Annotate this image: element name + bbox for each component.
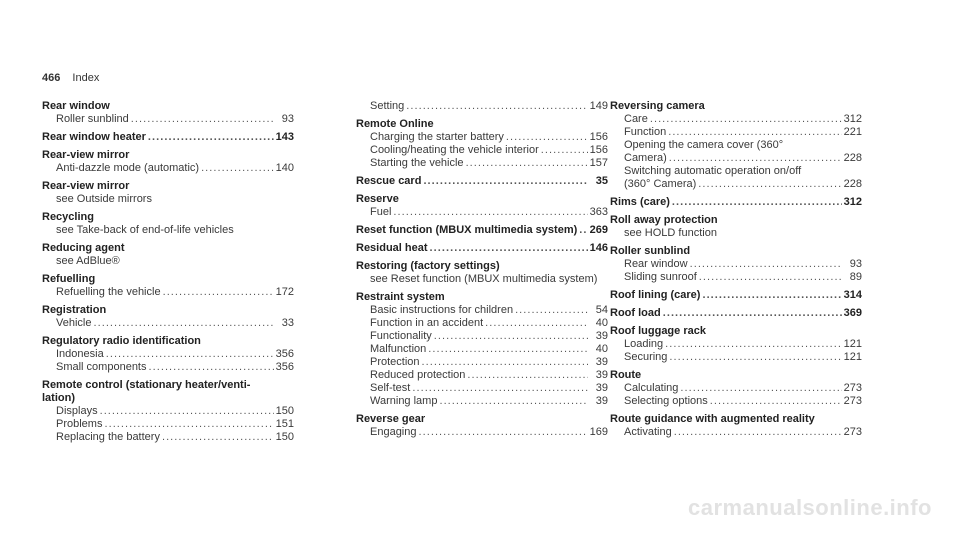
entry-text: Rear window (42, 100, 110, 112)
dot-leader (100, 405, 274, 418)
index-heading[interactable] (42, 242, 294, 255)
page-ref: 273 (843, 382, 862, 394)
entry-text: Registration (42, 304, 107, 316)
index-heading[interactable] (610, 100, 862, 113)
index-entry (42, 131, 294, 144)
entry-text: Roll away protection (610, 214, 718, 226)
index-column-1 (42, 100, 294, 449)
index-entry (356, 100, 608, 113)
entry-text: Anti-dazzle mode (automatic) (56, 162, 200, 174)
dot-leader (148, 131, 274, 144)
page-ref: 146 (589, 242, 608, 254)
dot-leader (702, 289, 841, 302)
index-entry (42, 304, 294, 330)
entry-text: Route guidance with augmented reality (610, 413, 815, 425)
entry-text: Roof load (610, 307, 661, 319)
page-ref: 40 (595, 343, 608, 355)
entry-text: Function in an accident (370, 317, 484, 329)
page-ref: 93 (849, 258, 862, 270)
dot-leader (674, 426, 842, 439)
entry-text: Small components (56, 361, 147, 373)
page-ref: 39 (595, 330, 608, 342)
page-number: 466 (42, 72, 61, 84)
dot-leader (699, 271, 842, 284)
page-ref: 89 (849, 271, 862, 283)
page-ref: 54 (595, 304, 608, 316)
dot-leader (423, 175, 588, 188)
entry-text: Function (624, 126, 667, 138)
index-entry (42, 149, 294, 175)
index-subentry[interactable] (610, 165, 862, 178)
index-entry (610, 196, 862, 209)
entry-text: Fuel (370, 206, 392, 218)
index-entry (356, 291, 608, 408)
dot-leader (515, 304, 588, 317)
page-ref: 35 (595, 175, 608, 187)
entry-text: Functionality (370, 330, 432, 342)
index-heading[interactable] (610, 307, 862, 320)
entry-text: Cooling/heating the vehicle interior (370, 144, 539, 156)
entry-text: Recycling (42, 211, 94, 223)
index-heading[interactable] (42, 180, 294, 193)
dot-leader (439, 395, 588, 408)
entry-text: Securing (624, 351, 668, 363)
index-column-2 (356, 100, 608, 444)
entry-text: Rear window (624, 258, 688, 270)
index-subentry[interactable] (356, 131, 608, 144)
dot-leader (412, 382, 588, 395)
page-ref: 312 (843, 113, 862, 125)
entry-text: Residual heat (356, 242, 428, 254)
index-entry (42, 100, 294, 126)
page-ref: 157 (589, 157, 608, 169)
entry-text: Engaging (370, 426, 417, 438)
entry-text: Route (610, 369, 642, 381)
dot-leader (672, 196, 842, 209)
index-subentry[interactable] (42, 224, 294, 237)
index-subentry[interactable] (42, 361, 294, 374)
dot-leader (669, 351, 841, 364)
page-header (42, 72, 99, 84)
entry-text: Vehicle (56, 317, 92, 329)
dot-leader (93, 317, 274, 330)
index-heading[interactable] (610, 369, 862, 382)
page-ref: 273 (843, 395, 862, 407)
entry-text: (360° Camera) (624, 178, 697, 190)
dot-leader (201, 162, 274, 175)
index-heading[interactable] (42, 100, 294, 113)
index-heading[interactable] (610, 214, 862, 227)
entry-text: Reserve (356, 193, 399, 205)
entry-text: Rear-view mirror (42, 180, 130, 192)
index-subentry[interactable] (610, 139, 862, 152)
index-subentry[interactable] (356, 382, 608, 395)
dot-leader (485, 317, 588, 330)
dot-leader (668, 126, 841, 139)
index-subentry[interactable] (42, 162, 294, 175)
index-entry (610, 214, 862, 240)
entry-text: Warning lamp (370, 395, 438, 407)
page-ref: 156 (589, 131, 608, 143)
page-ref: 39 (595, 369, 608, 381)
entry-text: lation) (42, 392, 75, 404)
entry-text: Refuelling the vehicle (56, 286, 161, 298)
index-subentry[interactable] (610, 178, 862, 191)
entry-text: Problems (56, 418, 103, 430)
index-entry (356, 260, 608, 286)
entry-text: Rear-view mirror (42, 149, 130, 161)
index-subentry[interactable] (610, 338, 862, 351)
index-heading[interactable] (42, 335, 294, 348)
index-entry (356, 242, 608, 255)
index-entry (356, 175, 608, 188)
dot-leader (690, 258, 842, 271)
page-ref: 221 (843, 126, 862, 138)
entry-text: Restoring (factory settings) (356, 260, 500, 272)
index-subentry[interactable] (610, 382, 862, 395)
page-ref: 356 (275, 348, 294, 360)
entry-text: see Outside mirrors (56, 193, 152, 205)
dot-leader (430, 242, 588, 255)
entry-text: Rescue card (356, 175, 422, 187)
index-heading[interactable] (42, 149, 294, 162)
entry-text: Charging the starter battery (370, 131, 504, 143)
entry-text: Reversing camera (610, 100, 705, 112)
index-subentry[interactable] (356, 369, 608, 382)
entry-text: Indonesia (56, 348, 104, 360)
entry-text: Remote control (stationary heater/venti- (42, 379, 251, 391)
page-ref: 140 (275, 162, 294, 174)
index-heading[interactable] (42, 304, 294, 317)
index-column-3 (610, 100, 862, 444)
entry-text: Refuelling (42, 273, 96, 285)
entry-text: Setting (370, 100, 405, 112)
dot-leader (163, 286, 274, 299)
entry-text: Activating (624, 426, 672, 438)
index-heading[interactable] (356, 291, 608, 304)
page-ref: 39 (595, 395, 608, 407)
index-heading[interactable] (42, 273, 294, 286)
entry-text: Sliding sunroof (624, 271, 697, 283)
entry-text: see Reset function (MBUX multimedia system) (370, 273, 598, 285)
page-ref: 121 (843, 351, 862, 363)
entry-text: Roller sunblind (56, 113, 129, 125)
dot-leader (698, 178, 841, 191)
index-heading[interactable] (610, 245, 862, 258)
entry-text: Roof lining (care) (610, 289, 701, 301)
index-subentry[interactable] (356, 426, 608, 439)
index-entry (42, 180, 294, 206)
entry-text: Basic instructions for children (370, 304, 514, 316)
index-subentry[interactable] (42, 255, 294, 268)
index-entry (42, 273, 294, 299)
page-ref: 151 (275, 418, 294, 430)
entry-text: Starting the vehicle (370, 157, 464, 169)
dot-leader (422, 356, 588, 369)
page-ref: 356 (275, 361, 294, 373)
index-entry (610, 413, 862, 439)
dot-leader (665, 338, 841, 351)
dot-leader (406, 100, 587, 113)
index-heading[interactable] (356, 193, 608, 206)
index-subentry[interactable] (356, 317, 608, 330)
entry-text: Displays (56, 405, 98, 417)
entry-text: Care (624, 113, 648, 125)
index-heading[interactable] (610, 413, 862, 426)
index-heading[interactable] (42, 211, 294, 224)
entry-text: Selecting options (624, 395, 708, 407)
index-entry (610, 289, 862, 302)
index-subentry[interactable] (610, 426, 862, 439)
entry-text: Opening the camera cover (360° (624, 139, 784, 151)
index-subentry[interactable] (610, 152, 862, 165)
index-subentry[interactable] (610, 271, 862, 284)
dot-leader (104, 418, 273, 431)
page-ref: 121 (843, 338, 862, 350)
entry-text: Roof luggage rack (610, 325, 706, 337)
watermark: carmanualsonline.info (688, 495, 932, 520)
dot-leader (419, 426, 588, 439)
index-heading[interactable] (42, 392, 294, 405)
entry-text: Reduced protection (370, 369, 466, 381)
index-subentry[interactable] (356, 304, 608, 317)
page-ref: 312 (843, 196, 862, 208)
index-heading[interactable] (610, 289, 862, 302)
index-entry (610, 307, 862, 320)
entry-text: Malfunction (370, 343, 427, 355)
page-ref: 156 (589, 144, 608, 156)
entry-text: Protection (370, 356, 420, 368)
page-ref: 33 (281, 317, 294, 329)
index-subentry[interactable] (356, 206, 608, 219)
index-subentry[interactable] (610, 351, 862, 364)
index-heading[interactable] (42, 379, 294, 392)
page-ref: 314 (843, 289, 862, 301)
dot-leader (669, 152, 842, 165)
dot-leader (428, 343, 588, 356)
entry-text: Reset function (MBUX multimedia system) (356, 224, 578, 236)
entry-text: Switching automatic operation on/off (624, 165, 802, 177)
index-subentry[interactable] (356, 356, 608, 369)
page-ref: 150 (275, 405, 294, 417)
dot-leader (393, 206, 587, 219)
dot-leader (467, 369, 588, 382)
index-entry (610, 325, 862, 364)
index-subentry[interactable] (42, 418, 294, 431)
dot-leader (680, 382, 841, 395)
page-ref: 228 (843, 178, 862, 190)
entry-text: Reducing agent (42, 242, 125, 254)
index-heading[interactable] (610, 196, 862, 209)
index-subentry[interactable] (42, 113, 294, 126)
index-entry (610, 245, 862, 284)
page-ref: 273 (843, 426, 862, 438)
index-entry (356, 413, 608, 439)
dot-leader (506, 131, 588, 144)
dot-leader (710, 395, 842, 408)
index-subentry[interactable] (42, 193, 294, 206)
page-ref: 39 (595, 356, 608, 368)
entry-text: Restraint system (356, 291, 445, 303)
entry-text: Remote Online (356, 118, 434, 130)
entry-text: Roller sunblind (610, 245, 691, 257)
index-subentry[interactable] (42, 317, 294, 330)
index-subentry[interactable] (356, 343, 608, 356)
index-heading[interactable] (356, 413, 608, 426)
section-title: Index (72, 72, 100, 84)
index-entry (356, 193, 608, 219)
index-heading[interactable] (356, 242, 608, 255)
page-ref: 228 (843, 152, 862, 164)
dot-leader (162, 431, 274, 444)
index-entry (42, 379, 294, 444)
index-entry (356, 224, 608, 237)
index-subentry[interactable] (356, 330, 608, 343)
index-entry (356, 118, 608, 170)
index-subentry[interactable] (42, 286, 294, 299)
index-heading[interactable] (610, 325, 862, 338)
page-ref: 363 (589, 206, 608, 218)
index-entry (610, 369, 862, 408)
entry-text: Replacing the battery (56, 431, 160, 443)
index-heading[interactable] (356, 175, 608, 188)
index-heading[interactable] (356, 118, 608, 131)
dot-leader (131, 113, 274, 126)
index-subentry[interactable] (42, 405, 294, 418)
dot-leader (579, 224, 587, 237)
entry-text: Regulatory radio identification (42, 335, 201, 347)
entry-text: Rims (care) (610, 196, 670, 208)
page-ref: 172 (275, 286, 294, 298)
index-subentry[interactable] (610, 126, 862, 139)
index-subentry[interactable] (356, 273, 608, 286)
dot-leader (106, 348, 274, 361)
dot-leader (541, 144, 588, 157)
page-ref: 369 (843, 307, 862, 319)
entry-text: see Take-back of end-of-life vehicles (56, 224, 234, 236)
entry-text: Camera) (624, 152, 667, 164)
index-heading[interactable] (356, 224, 608, 237)
index-entry (42, 242, 294, 268)
entry-text: Calculating (624, 382, 679, 394)
page-ref: 143 (275, 131, 294, 143)
page-ref: 93 (281, 113, 294, 125)
index-subentry[interactable] (42, 431, 294, 444)
entry-text: see HOLD function (624, 227, 717, 239)
entry-text: Loading (624, 338, 664, 350)
index-subentry[interactable] (610, 113, 862, 126)
dot-leader (149, 361, 274, 374)
entry-text: see AdBlue® (56, 255, 120, 267)
page-ref: 150 (275, 431, 294, 443)
index-subentry[interactable] (610, 395, 862, 408)
index-entry (42, 211, 294, 237)
index-entry (42, 335, 294, 374)
entry-text: Self-test (370, 382, 411, 394)
index-subentry[interactable] (356, 100, 608, 113)
page-ref: 40 (595, 317, 608, 329)
page-ref: 169 (589, 426, 608, 438)
index-subentry[interactable] (42, 348, 294, 361)
page-ref: 269 (589, 224, 608, 236)
page-ref: 39 (595, 382, 608, 394)
index-subentry[interactable] (610, 258, 862, 271)
dot-leader (663, 307, 842, 320)
index-subentry[interactable] (356, 395, 608, 408)
index-subentry[interactable] (610, 227, 862, 240)
page-ref: 149 (589, 100, 608, 112)
entry-text: Reverse gear (356, 413, 426, 425)
index-heading[interactable] (42, 131, 294, 144)
index-entry (610, 100, 862, 191)
entry-text: Rear window heater (42, 131, 146, 143)
index-subentry[interactable] (356, 144, 608, 157)
index-subentry[interactable] (356, 157, 608, 170)
dot-leader (434, 330, 588, 343)
dot-leader (466, 157, 588, 170)
index-heading[interactable] (356, 260, 608, 273)
dot-leader (650, 113, 842, 126)
